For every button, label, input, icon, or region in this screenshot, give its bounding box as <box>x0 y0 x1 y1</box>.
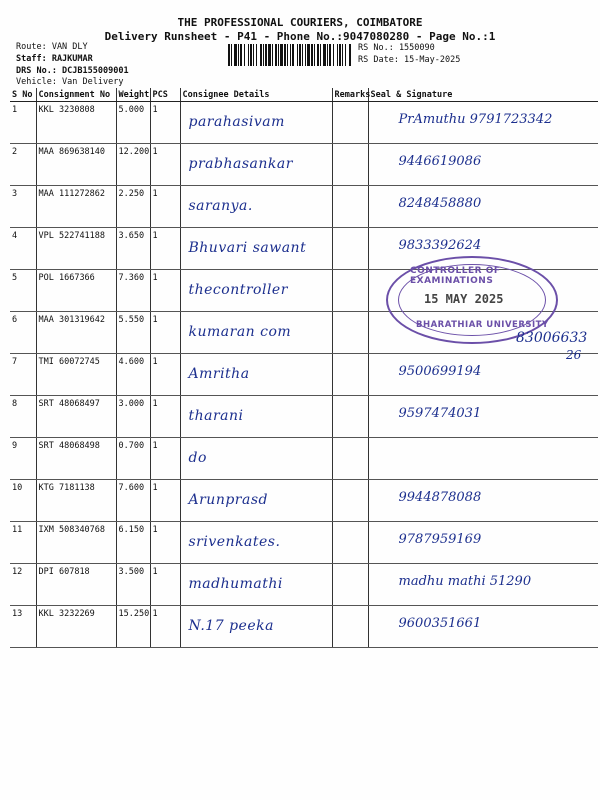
cell-remarks <box>332 396 368 438</box>
signature-handwriting: 9500699194 <box>398 364 482 379</box>
cell-weight: 6.150 <box>116 522 150 564</box>
signature-handwriting: 9944878088 <box>398 490 482 505</box>
cell-consignee <box>180 186 332 228</box>
cell-remarks <box>332 606 368 648</box>
cell-consignment-no: SRT 48068498 <box>36 438 116 480</box>
cell-pcs: 1 <box>150 354 180 396</box>
cell-signature <box>368 102 598 144</box>
cell-signature <box>368 606 598 648</box>
consignee-handwriting: tharani <box>188 408 244 424</box>
row6-suffix-note: 26 <box>566 348 582 362</box>
col-weight: Weight <box>116 88 150 102</box>
cell-remarks <box>332 354 368 396</box>
col-remarks: Remarks <box>332 88 368 102</box>
cell-pcs: 1 <box>150 522 180 564</box>
rs-date-label: RS Date: 15-May-2025 <box>358 55 461 65</box>
cell-signature <box>368 564 598 606</box>
staff-label: Staff: RAJKUMAR <box>16 54 93 64</box>
table-row <box>10 144 598 186</box>
consignee-handwriting: parahasivam <box>188 114 285 130</box>
signature-handwriting: 9600351661 <box>398 616 482 631</box>
cell-weight: 12.200 <box>116 144 150 186</box>
runsheet-table <box>10 88 598 648</box>
col-pcs: PCS <box>150 88 180 102</box>
cell-sno: 5 <box>10 270 36 312</box>
cell-remarks <box>332 522 368 564</box>
consignee-handwriting: Bhuvari sawant <box>188 240 307 256</box>
cell-pcs: 1 <box>150 438 180 480</box>
vehicle-label: Vehicle: Van Delivery <box>16 77 124 87</box>
cell-weight: 2.250 <box>116 186 150 228</box>
cell-pcs: 1 <box>150 312 180 354</box>
table-header-row <box>10 88 598 102</box>
signature-handwriting: PrAmuthu 9791723342 <box>398 112 553 127</box>
consignee-handwriting: Arunprasd <box>188 492 268 508</box>
table-row <box>10 564 598 606</box>
cell-consignment-no: SRT 48068497 <box>36 396 116 438</box>
consignee-handwriting: srivenkates. <box>188 534 281 550</box>
barcode-icon <box>228 44 352 66</box>
consignee-handwriting: madhumathi <box>188 576 283 592</box>
cell-pcs: 1 <box>150 480 180 522</box>
cell-signature <box>368 186 598 228</box>
cell-remarks <box>332 480 368 522</box>
stamp-line1: CONTROLLER OF EXAMINATIONS <box>410 266 501 286</box>
table-row <box>10 396 598 438</box>
cell-consignee <box>180 606 332 648</box>
signature-handwriting: madhu mathi 51290 <box>398 574 532 589</box>
page-title: THE PROFESSIONAL COURIERS, COIMBATORE <box>177 16 423 29</box>
cell-remarks <box>332 102 368 144</box>
cell-weight: 3.000 <box>116 396 150 438</box>
cell-consignment-no: KKL 3230808 <box>36 102 116 144</box>
cell-consignment-no: MAA 869638140 <box>36 144 116 186</box>
cell-consignment-no: IXM 508340768 <box>36 522 116 564</box>
table-row <box>10 522 598 564</box>
col-sno: S No <box>10 88 36 102</box>
cell-remarks <box>332 228 368 270</box>
cell-pcs: 1 <box>150 186 180 228</box>
cell-consignee <box>180 480 332 522</box>
cell-sno: 13 <box>10 606 36 648</box>
cell-weight: 5.000 <box>116 102 150 144</box>
cell-sno: 8 <box>10 396 36 438</box>
consignee-handwriting: do <box>188 450 207 466</box>
cell-consignee <box>180 564 332 606</box>
signature-handwriting: 8248458880 <box>398 196 482 211</box>
cell-pcs: 1 <box>150 396 180 438</box>
cell-sno: 11 <box>10 522 36 564</box>
consignee-handwriting: N.17 peeka <box>188 618 274 634</box>
cell-signature <box>368 522 598 564</box>
cell-consignee <box>180 522 332 564</box>
cell-consignment-no: VPL 522741188 <box>36 228 116 270</box>
rs-no-label: RS No.: 1550090 <box>358 43 435 53</box>
cell-pcs: 1 <box>150 144 180 186</box>
cell-sno: 3 <box>10 186 36 228</box>
cell-consignee <box>180 228 332 270</box>
consignee-handwriting: thecontroller <box>188 282 288 298</box>
cell-consignee <box>180 102 332 144</box>
table-row <box>10 438 598 480</box>
cell-sno: 10 <box>10 480 36 522</box>
consignee-handwriting: Amritha <box>188 366 250 382</box>
cell-consignment-no: KKL 3232269 <box>36 606 116 648</box>
cell-sno: 9 <box>10 438 36 480</box>
cell-remarks <box>332 144 368 186</box>
cell-weight: 3.500 <box>116 564 150 606</box>
cell-remarks <box>332 270 368 312</box>
cell-signature <box>368 396 598 438</box>
cell-signature <box>368 144 598 186</box>
col-consignment: Consignment No <box>36 88 116 102</box>
cell-remarks <box>332 564 368 606</box>
stamp-line2: BHARATHIAR UNIVERSITY <box>416 320 549 330</box>
cell-pcs: 1 <box>150 102 180 144</box>
cell-consignment-no: KTG 7181138 <box>36 480 116 522</box>
cell-pcs: 1 <box>150 270 180 312</box>
cell-consignee <box>180 438 332 480</box>
cell-sno: 2 <box>10 144 36 186</box>
cell-signature <box>368 354 598 396</box>
cell-consignee <box>180 312 332 354</box>
signature-handwriting: 9787959169 <box>398 532 482 547</box>
cell-pcs: 1 <box>150 606 180 648</box>
cell-consignment-no: MAA 111272862 <box>36 186 116 228</box>
cell-sno: 12 <box>10 564 36 606</box>
cell-sno: 6 <box>10 312 36 354</box>
table-row <box>10 186 598 228</box>
cell-consignee <box>180 396 332 438</box>
cell-remarks <box>332 438 368 480</box>
consignee-handwriting: kumaran com <box>188 324 292 340</box>
cell-weight: 5.550 <box>116 312 150 354</box>
drs-label: DRS No.: DCJB155009001 <box>16 66 129 76</box>
cell-weight: 15.250 <box>116 606 150 648</box>
cell-sno: 4 <box>10 228 36 270</box>
cell-pcs: 1 <box>150 564 180 606</box>
consignee-handwriting: saranya. <box>188 198 253 214</box>
signature-handwriting: 9833392624 <box>398 238 482 253</box>
row6-phone-note: 83006633 <box>516 330 588 346</box>
cell-remarks <box>332 186 368 228</box>
cell-weight: 3.650 <box>116 228 150 270</box>
cell-remarks <box>332 312 368 354</box>
cell-consignee <box>180 354 332 396</box>
signature-handwriting: 9446619086 <box>398 154 482 169</box>
cell-consignment-no: POL 1667366 <box>36 270 116 312</box>
col-consignee: Consignee Details <box>180 88 332 102</box>
cell-consignment-no: TMI 60072745 <box>36 354 116 396</box>
cell-consignee <box>180 144 332 186</box>
table-row <box>10 480 598 522</box>
page-subtitle: Delivery Runsheet - P41 - Phone No.:9047080280 - Page No.:1 <box>104 30 496 43</box>
cell-sno: 7 <box>10 354 36 396</box>
signature-handwriting: 9597474031 <box>398 406 482 421</box>
cell-signature <box>368 438 598 480</box>
cell-consignee <box>180 270 332 312</box>
cell-signature <box>368 480 598 522</box>
route-label: Route: VAN DLY <box>16 42 88 52</box>
cell-weight: 4.600 <box>116 354 150 396</box>
cell-consignment-no: MAA 301319642 <box>36 312 116 354</box>
table-row <box>10 606 598 648</box>
cell-weight: 7.360 <box>116 270 150 312</box>
cell-sno: 1 <box>10 102 36 144</box>
stamp-date: 15 MAY 2025 <box>424 292 504 306</box>
table-row <box>10 354 598 396</box>
cell-pcs: 1 <box>150 228 180 270</box>
consignee-handwriting: prabhasankar <box>188 156 293 172</box>
cell-consignment-no: DPI 607818 <box>36 564 116 606</box>
col-signature: Seal & Signature <box>368 88 598 102</box>
table-row <box>10 102 598 144</box>
cell-weight: 0.700 <box>116 438 150 480</box>
cell-weight: 7.600 <box>116 480 150 522</box>
